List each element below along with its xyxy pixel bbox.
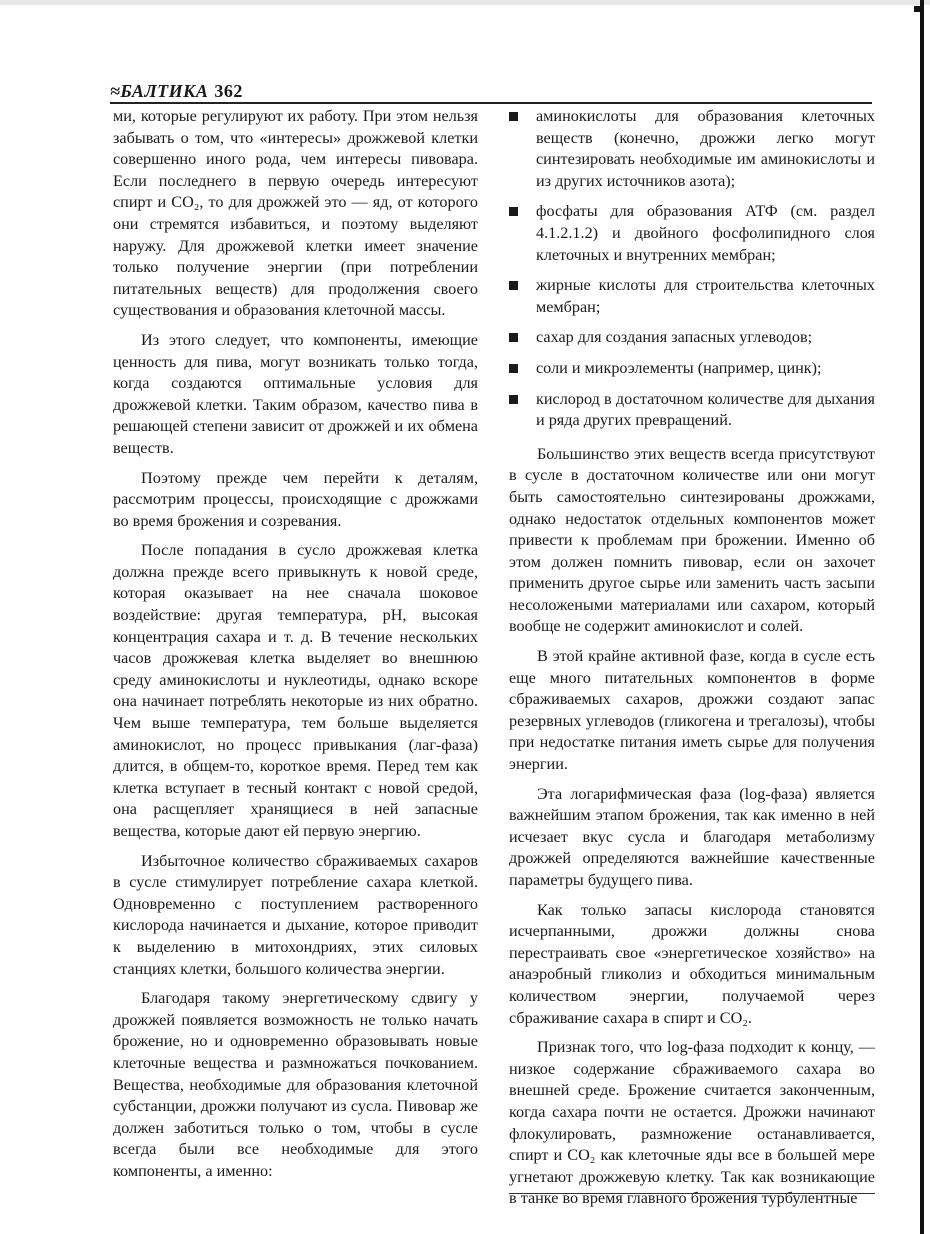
page-header [110, 78, 870, 102]
right-column [509, 106, 875, 1218]
paragraph: Из этого следует, что компоненты, имеющие ценность для пива, могут возникать только тогда, когда создаются оптимальные условия для дрожжевой клетки. Таким образом, качество пива в решающей степени зависит от дрожжей и их обмена веществ. [113, 330, 478, 457]
list-item [509, 201, 875, 266]
bullet-square-icon [509, 281, 518, 290]
list-item-text: фосфаты для образования АТФ (см. раздел 4.1.2.1.2) и двойного фосфолипидного слоя клеточных и внутренних мембран; [536, 202, 875, 264]
column-bottom-rule [509, 1193, 875, 1194]
list-item-text: аминокислоты для образования клеточных веществ (конечно, дрожжи легко могут синтезировать необходимые им аминокислоты и из других источников азота); [536, 107, 875, 190]
bullet-list [509, 106, 875, 432]
list-item-text: соли и микроэлементы (например, цинк); [536, 358, 822, 377]
list-item [509, 389, 875, 432]
list-item-text: кислород в достаточном количестве для дыхания и ряда других превращений. [536, 389, 875, 430]
scan-edge-notch [914, 6, 924, 12]
list-item [509, 106, 875, 192]
scan-edge-right [920, 0, 924, 1234]
list-item-text: жирные кислоты для строительства клеточных мембран; [536, 276, 875, 316]
logo-text: ≈БАЛТИКА [110, 81, 209, 101]
paragraph: Признак того, что log-фаза подходит к концу, — низкое содержание сбраживаемого сахара во внешней среде. Брожение считается законченным, когда сахара почти не остается. Дрожжи начинают флокулировать, размножение останавливается, спирт и CO₂ как клеточные яды все в большей мере угнетают дрожжевую клетку. Так как возникающие в танке во время главного брожения турбулентные [509, 1038, 875, 1208]
header-rule [110, 102, 872, 104]
list-item [509, 327, 875, 349]
bullet-square-icon [509, 207, 518, 216]
left-column [113, 106, 478, 1191]
scan-edge-top [0, 0, 930, 5]
bullet-square-icon [509, 112, 518, 121]
bullet-square-icon [509, 364, 518, 373]
paragraph: Эта логарифмическая фаза (log-фаза) является важнейшим этапом брожения, так как именно в ней исчезает вкус сусла и благодаря метаболизму дрожжей определяются важнейшие качественные параметры будущего пива. [509, 784, 875, 889]
paragraph: Поэтому прежде чем перейти к деталям, рассмотрим процессы, происходящие с дрожжами во время брожения и созревания. [113, 468, 478, 530]
paragraph: Избыточное количество сбраживаемых сахаров в сусле стимулирует потребление сахара клеткой. Одновременно с поступлением растворенного кислорода начинается и дыхание, которое приводит к выделению в митохондриях, этих силовых станциях клетки, большого количества энергии. [113, 851, 478, 978]
paragraph: ми, которые регулируют их работу. При этом нельзя забывать о том, что «интересы» дрожжевой клетки совершенно иного рода, чем интересы пивовара. Если последнего в первую очередь интересуют спирт и CO₂, то для дрожжей это — яд, от которого они стремятся избавиться, и поэтому выделяют наружу. Для дрожжевой клетки имеет значение только получение энергии (при потреблении питательных веществ) для продолжения своего существования и образования клеточной массы. [113, 107, 478, 320]
paragraph: Как только запасы кислорода становятся исчерпанными, дрожжи должны снова перестраивать свое «энергетическое хозяйство» на анаэробный гликолиз и обходиться минимальным количеством энергии, получаемой через сбраживание сахара в спирт и CO₂. [509, 900, 875, 1027]
list-item [509, 275, 875, 318]
paragraph: После попадания в сусло дрожжевая клетка должна прежде всего привыкнуть к новой среде, которая оказывает на нее сначала шоковое воздействие: другая температура, pH, высокая концентрация сахара и т. д. В течение нескольких часов дрожжевая клетка выделяет во внешнюю среду аминокислоты и нуклеотиды, однако вскоре она начинает потреблять некоторые из них обратно. Чем выше температура, тем больше выделяется аминокислот, но процесс привыкания (лаг-фаза) длится, в общем-то, короткое время. Перед тем как клетка вступает в тесный контакт с новой средой, она расщепляет хранящиеся в ней запасные вещества, которые дают ей первую энергию. [113, 541, 478, 840]
paragraph: Благодаря такому энергетическому сдвигу у дрожжей появляется возможность не только начать брожение, но и одновременно образовывать новые клеточные вещества и размножаться почкованием. Вещества, необходимые для образования клеточной субстанции, дрожжи получают из сусла. Пивовар же должен заботиться только о том, чтобы в сусле всегда были все необходимые для этого компоненты, а именно: [113, 989, 478, 1180]
bullet-square-icon [509, 333, 518, 342]
paragraph: В этой крайне активной фазе, когда в сусле есть еще много питательных компонентов в форме сбраживаемых сахаров, дрожжи создают запас резервных углеводов (гликогена и трегалозы), чтобы при недостатке питания иметь сырье для получения энергии. [509, 647, 875, 774]
publisher-logo [110, 81, 243, 102]
paragraph: Большинство этих веществ всегда присутствуют в сусле в достаточном количестве или они могут быть самостоятельно синтезированы дрожжами, однако недостаток отдельных компонентов может привести к проблемам при брожении. Именно об этом должен помнить пивовар, если он захочет применить другое сырье или заменить часть засыпи несоложеными материалами или сахаром, который вообще не содержит аминокислот и солей. [509, 444, 875, 636]
bullet-square-icon [509, 395, 518, 404]
list-item-text: сахар для создания запасных углеводов; [536, 328, 813, 347]
page-number: 362 [214, 81, 243, 101]
list-item [509, 358, 875, 380]
